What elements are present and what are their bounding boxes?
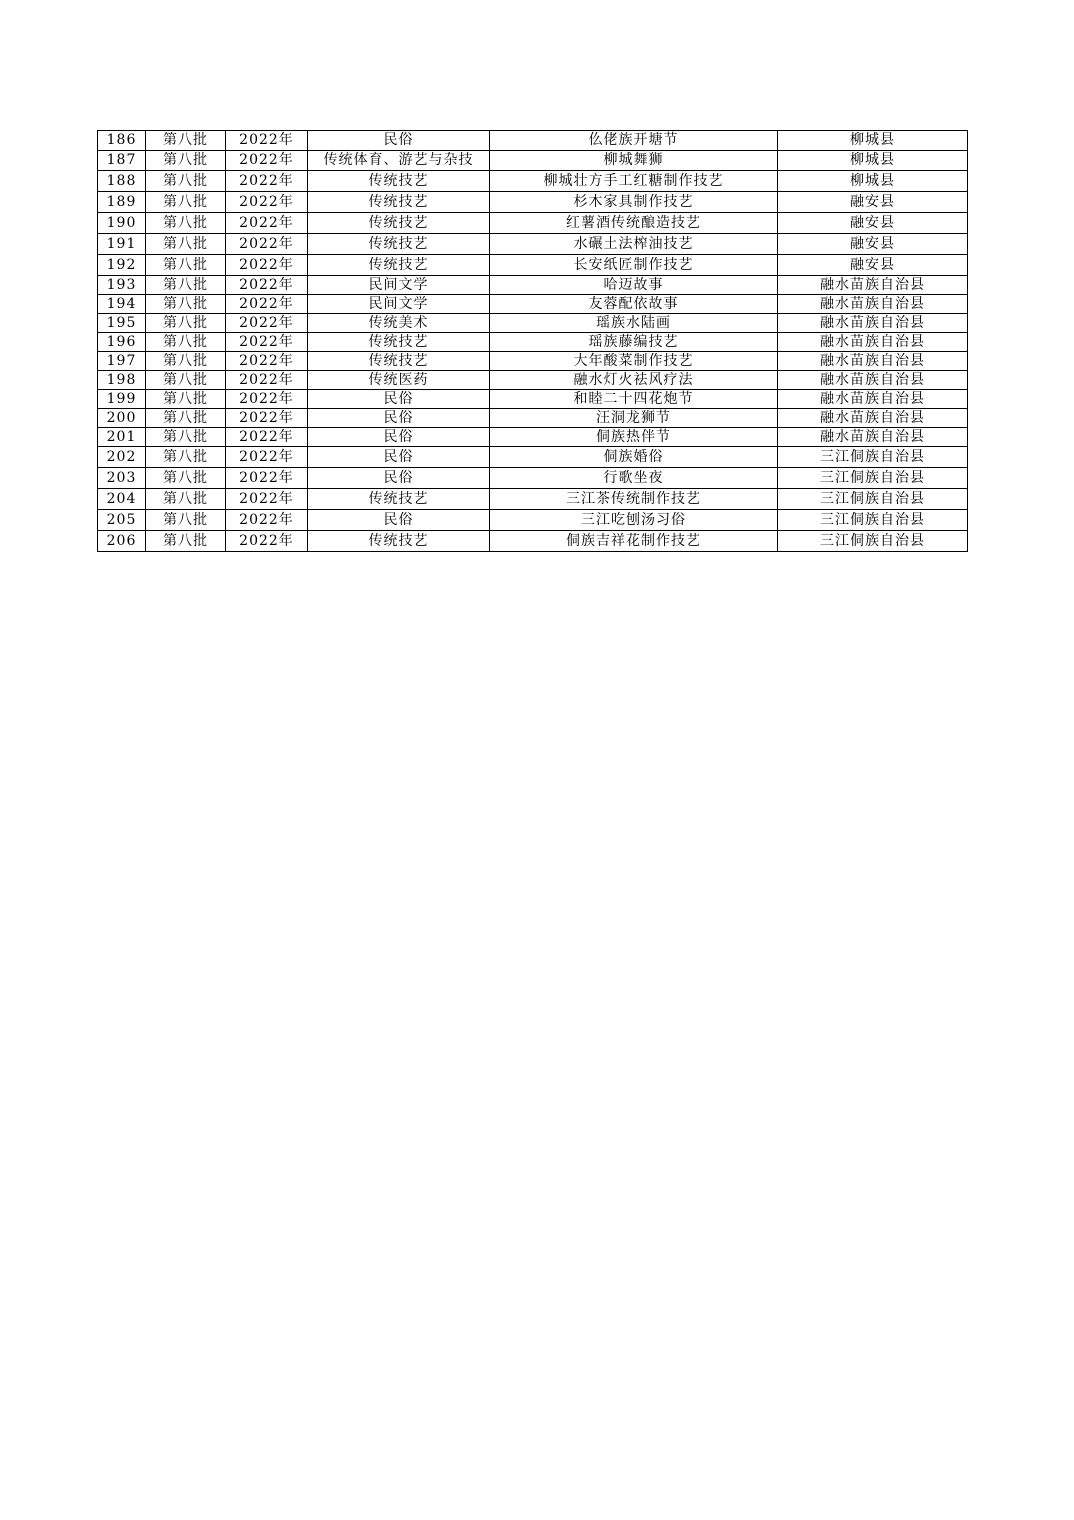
table-row (98, 213, 968, 234)
row-number: 199 (98, 390, 146, 409)
batch-cell: 第八批 (146, 314, 226, 333)
item-name-cell: 红薯酒传统酿造技艺 (490, 213, 778, 234)
item-name-cell: 长安纸匠制作技艺 (490, 255, 778, 276)
batch-cell: 第八批 (146, 192, 226, 213)
category-cell: 传统美术 (308, 314, 490, 333)
region-cell: 融水苗族自治县 (778, 428, 968, 447)
batch-cell: 第八批 (146, 131, 226, 151)
row-number: 206 (98, 531, 146, 552)
row-number: 190 (98, 213, 146, 234)
batch-cell: 第八批 (146, 447, 226, 468)
table-row (98, 131, 968, 151)
row-number: 201 (98, 428, 146, 447)
table-row (98, 192, 968, 213)
batch-cell: 第八批 (146, 489, 226, 510)
heritage-list-table (97, 130, 968, 552)
table-row (98, 333, 968, 352)
item-name-cell: 汪洞龙狮节 (490, 409, 778, 428)
table-row (98, 171, 968, 192)
category-cell: 传统医药 (308, 371, 490, 390)
batch-cell: 第八批 (146, 151, 226, 171)
region-cell: 柳城县 (778, 171, 968, 192)
item-name-cell: 大年酸菜制作技艺 (490, 352, 778, 371)
item-name-cell: 和睦二十四花炮节 (490, 390, 778, 409)
batch-cell: 第八批 (146, 234, 226, 255)
batch-cell: 第八批 (146, 371, 226, 390)
row-number: 203 (98, 468, 146, 489)
region-cell: 三江侗族自治县 (778, 447, 968, 468)
row-number: 194 (98, 295, 146, 314)
year-cell: 2022年 (226, 255, 308, 276)
year-cell: 2022年 (226, 234, 308, 255)
row-number: 198 (98, 371, 146, 390)
table-row (98, 151, 968, 171)
region-cell: 融水苗族自治县 (778, 333, 968, 352)
year-cell: 2022年 (226, 390, 308, 409)
category-cell: 民俗 (308, 390, 490, 409)
table-row (98, 390, 968, 409)
year-cell: 2022年 (226, 295, 308, 314)
item-name-cell: 侗族热伴节 (490, 428, 778, 447)
row-number: 189 (98, 192, 146, 213)
category-cell: 民俗 (308, 447, 490, 468)
table-row (98, 447, 968, 468)
year-cell: 2022年 (226, 468, 308, 489)
year-cell: 2022年 (226, 409, 308, 428)
item-name-cell: 三江茶传统制作技艺 (490, 489, 778, 510)
table-body (98, 131, 968, 552)
item-name-cell: 行歌坐夜 (490, 468, 778, 489)
row-number: 204 (98, 489, 146, 510)
year-cell: 2022年 (226, 192, 308, 213)
row-number: 200 (98, 409, 146, 428)
region-cell: 融安县 (778, 213, 968, 234)
row-number: 197 (98, 352, 146, 371)
table-row (98, 468, 968, 489)
batch-cell: 第八批 (146, 171, 226, 192)
year-cell: 2022年 (226, 276, 308, 295)
table-row (98, 489, 968, 510)
region-cell: 融水苗族自治县 (778, 390, 968, 409)
region-cell: 融水苗族自治县 (778, 409, 968, 428)
region-cell: 融水苗族自治县 (778, 314, 968, 333)
category-cell: 传统技艺 (308, 192, 490, 213)
category-cell: 传统技艺 (308, 255, 490, 276)
batch-cell: 第八批 (146, 255, 226, 276)
row-number: 196 (98, 333, 146, 352)
item-name-cell: 瑶族藤编技艺 (490, 333, 778, 352)
category-cell: 民俗 (308, 510, 490, 531)
item-name-cell: 侗族婚俗 (490, 447, 778, 468)
table-row (98, 352, 968, 371)
category-cell: 传统技艺 (308, 352, 490, 371)
category-cell: 民间文学 (308, 276, 490, 295)
table-row (98, 276, 968, 295)
row-number: 192 (98, 255, 146, 276)
row-number: 202 (98, 447, 146, 468)
category-cell: 民俗 (308, 428, 490, 447)
item-name-cell: 仫佬族开塘节 (490, 131, 778, 151)
item-name-cell: 柳城舞狮 (490, 151, 778, 171)
item-name-cell: 融水灯火祛风疗法 (490, 371, 778, 390)
category-cell: 传统技艺 (308, 234, 490, 255)
region-cell: 融水苗族自治县 (778, 352, 968, 371)
year-cell: 2022年 (226, 314, 308, 333)
row-number: 193 (98, 276, 146, 295)
table-row (98, 531, 968, 552)
region-cell: 融安县 (778, 255, 968, 276)
batch-cell: 第八批 (146, 468, 226, 489)
row-number: 187 (98, 151, 146, 171)
batch-cell: 第八批 (146, 390, 226, 409)
table-row (98, 295, 968, 314)
row-number: 195 (98, 314, 146, 333)
item-name-cell: 杉木家具制作技艺 (490, 192, 778, 213)
batch-cell: 第八批 (146, 352, 226, 371)
table-row (98, 371, 968, 390)
item-name-cell: 瑶族水陆画 (490, 314, 778, 333)
batch-cell: 第八批 (146, 409, 226, 428)
batch-cell: 第八批 (146, 295, 226, 314)
category-cell: 民间文学 (308, 295, 490, 314)
category-cell: 传统技艺 (308, 213, 490, 234)
batch-cell: 第八批 (146, 510, 226, 531)
region-cell: 融安县 (778, 192, 968, 213)
batch-cell: 第八批 (146, 333, 226, 352)
region-cell: 三江侗族自治县 (778, 489, 968, 510)
year-cell: 2022年 (226, 352, 308, 371)
region-cell: 三江侗族自治县 (778, 468, 968, 489)
year-cell: 2022年 (226, 510, 308, 531)
year-cell: 2022年 (226, 171, 308, 192)
category-cell: 传统技艺 (308, 333, 490, 352)
year-cell: 2022年 (226, 151, 308, 171)
region-cell: 柳城县 (778, 131, 968, 151)
batch-cell: 第八批 (146, 213, 226, 234)
category-cell: 民俗 (308, 409, 490, 428)
item-name-cell: 哈迈故事 (490, 276, 778, 295)
batch-cell: 第八批 (146, 428, 226, 447)
year-cell: 2022年 (226, 428, 308, 447)
item-name-cell: 柳城壮方手工红糖制作技艺 (490, 171, 778, 192)
category-cell: 民俗 (308, 468, 490, 489)
year-cell: 2022年 (226, 371, 308, 390)
row-number: 205 (98, 510, 146, 531)
item-name-cell: 友蓉配依故事 (490, 295, 778, 314)
item-name-cell: 三江吃刨汤习俗 (490, 510, 778, 531)
region-cell: 三江侗族自治县 (778, 531, 968, 552)
table-row (98, 428, 968, 447)
year-cell: 2022年 (226, 489, 308, 510)
year-cell: 2022年 (226, 333, 308, 352)
region-cell: 三江侗族自治县 (778, 510, 968, 531)
table-row (98, 234, 968, 255)
table-row (98, 314, 968, 333)
category-cell: 民俗 (308, 131, 490, 151)
item-name-cell: 水碾土法榨油技艺 (490, 234, 778, 255)
batch-cell: 第八批 (146, 531, 226, 552)
table-row (98, 255, 968, 276)
table-row (98, 409, 968, 428)
year-cell: 2022年 (226, 447, 308, 468)
category-cell: 传统体育、游艺与杂技 (308, 151, 490, 171)
year-cell: 2022年 (226, 131, 308, 151)
batch-cell: 第八批 (146, 276, 226, 295)
row-number: 188 (98, 171, 146, 192)
row-number: 186 (98, 131, 146, 151)
item-name-cell: 侗族吉祥花制作技艺 (490, 531, 778, 552)
year-cell: 2022年 (226, 213, 308, 234)
region-cell: 融水苗族自治县 (778, 371, 968, 390)
region-cell: 融安县 (778, 234, 968, 255)
category-cell: 传统技艺 (308, 171, 490, 192)
region-cell: 融水苗族自治县 (778, 295, 968, 314)
table-row (98, 510, 968, 531)
category-cell: 传统技艺 (308, 531, 490, 552)
region-cell: 柳城县 (778, 151, 968, 171)
category-cell: 传统技艺 (308, 489, 490, 510)
row-number: 191 (98, 234, 146, 255)
region-cell: 融水苗族自治县 (778, 276, 968, 295)
year-cell: 2022年 (226, 531, 308, 552)
